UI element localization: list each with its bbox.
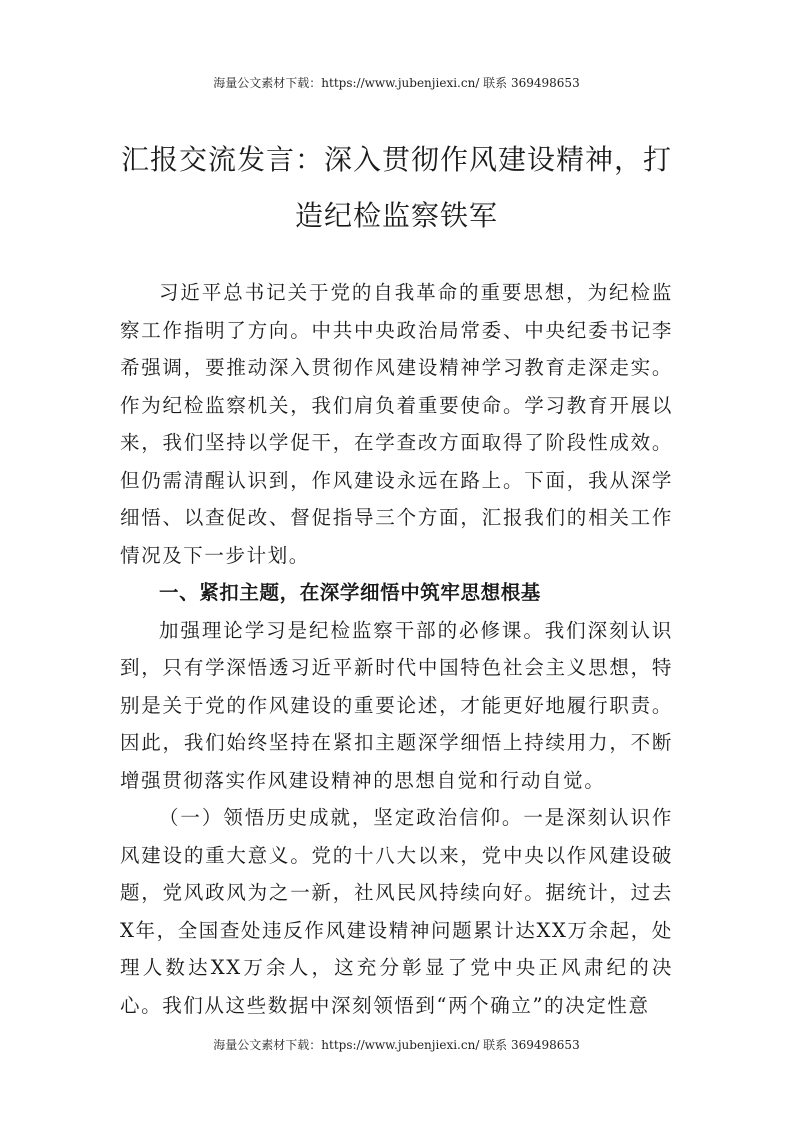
subsection-text: 一是深刻认识作风建设的重大意义。党的十八大以来，党中央以作风建设破题，党风政风为之一新，社风民风持续向好。据统计，过去X年，全国查处违反作风建设精神问题累计达XX万余起，处理人数达XX万余人，这充分彰显了党中央正风肃纪的决心。我们从这些数据中深刻领悟到“两个确立”的决定性意 [120,806,674,1017]
subsection-heading: （一）领悟历史成就，坚定政治信仰。 [159,806,524,829]
page-header: 海量公文素材下载：https://www.jubenjiexi.cn/ 联系 369498653 [213,76,580,90]
document-body [120,274,673,1024]
intro-paragraph: 习近平总书记关于党的自我革命的重要思想，为纪检监察工作指明了方向。中共中央政治局常委、中央纪委书记李希强调，要推动深入贯彻作风建设精神学习教育走深走实。作为纪检监察机关，我们肩负着重要使命。学习教育开展以来，我们坚持以学促干，在学查改方面取得了阶段性成效。但仍需清醒认识到，作风建设永远在路上。下面，我从深学细悟、以查促改、督促指导三个方面，汇报我们的相关工作情况及下一步计划。 [120,281,673,567]
document-title: 汇报交流发言：深入贯彻作风建设精神，打造纪检监察铁军 [120,143,672,232]
section-1-paragraph: 加强理论学习是纪检监察干部的必修课。我们深刻认识到，只有学深悟透习近平新时代中国特色社会主义思想，特别是关于党的作风建设的重要论述，才能更好地履行职责。因此，我们始终坚持在紧扣主题深学细悟上持续用力，不断增强贯彻落实作风建设精神的思想自觉和行动自觉。 [120,618,673,792]
subsection-paragraph [120,799,673,1024]
section-heading-1: 一、紧扣主题，在深学细悟中筑牢思想根基 [159,581,541,604]
page-footer: 海量公文素材下载：https://www.jubenjiexi.cn/ 联系 369498653 [213,1038,580,1052]
